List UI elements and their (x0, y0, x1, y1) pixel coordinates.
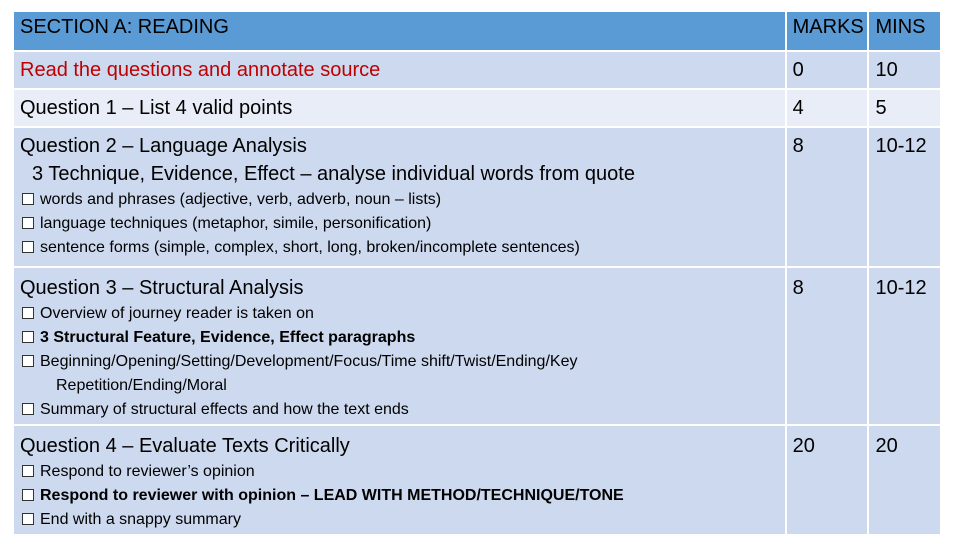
list-item: words and phrases (adjective, verb, adverb, noun – lists) (22, 188, 779, 212)
row-question-1 (13, 89, 941, 127)
row-mins: 5 (875, 97, 887, 119)
row-question-3 (13, 267, 941, 425)
row-marks: 8 (792, 135, 804, 157)
list-item: sentence forms (simple, complex, short, long, broken/incomplete sentences) (22, 236, 779, 260)
mins-heading: MINS (868, 11, 941, 51)
checkbox-icon (22, 465, 34, 477)
row-annotate (13, 51, 941, 89)
checkbox-icon (22, 241, 34, 253)
list-item: Respond to reviewer with opinion – LEAD WITH METHOD/TECHNIQUE/TONE (22, 484, 779, 508)
row-mins: 10 (875, 59, 898, 81)
row-marks: 0 (792, 59, 804, 81)
checkbox-icon (22, 331, 34, 343)
checkbox-icon (22, 355, 34, 367)
row-question-4 (13, 425, 941, 535)
row-title: Question 4 – Evaluate Texts Critically (20, 435, 350, 457)
checkbox-icon (22, 513, 34, 525)
checkbox-icon (22, 403, 34, 415)
row-title: Question 1 – List 4 valid points (20, 97, 293, 119)
list-item: 3 Structural Feature, Evidence, Effect paragraphs (22, 326, 779, 350)
checkbox-icon (22, 307, 34, 319)
row-marks: 4 (792, 97, 804, 119)
checkbox-icon (22, 217, 34, 229)
checkbox-icon (22, 193, 34, 205)
row-mins: 20 (875, 435, 898, 457)
reading-section-table (12, 10, 942, 536)
list-item: language techniques (metaphor, simile, personification) (22, 212, 779, 236)
row-mins: 10-12 (875, 135, 927, 157)
row-mins: 10-12 (875, 277, 927, 299)
row-title: Question 3 – Structural Analysis (20, 277, 304, 299)
row-marks: 8 (792, 277, 804, 299)
row-marks: 20 (792, 435, 815, 457)
section-heading: SECTION A: READING (13, 11, 786, 51)
header-row (13, 11, 941, 51)
row-title: Read the questions and annotate source (20, 59, 381, 81)
list-item: Overview of journey reader is taken on (22, 302, 779, 326)
row-title: Question 2 – Language Analysis (20, 135, 307, 157)
checkbox-icon (22, 489, 34, 501)
list-item: End with a snappy summary (22, 508, 779, 532)
marks-heading: MARKS (786, 11, 869, 51)
list-item: Beginning/Opening/Setting/Development/Focus/Time shift/Twist/Ending/Key (22, 350, 779, 374)
row-question-2 (13, 127, 941, 267)
list-item: Summary of structural effects and how the text ends (22, 398, 779, 422)
list-item-continued: Repetition/Ending/Moral (56, 377, 227, 394)
row-subtitle: 3 Technique, Evidence, Effect – analyse individual words from quote (32, 163, 635, 185)
list-item: Respond to reviewer’s opinion (22, 460, 779, 484)
